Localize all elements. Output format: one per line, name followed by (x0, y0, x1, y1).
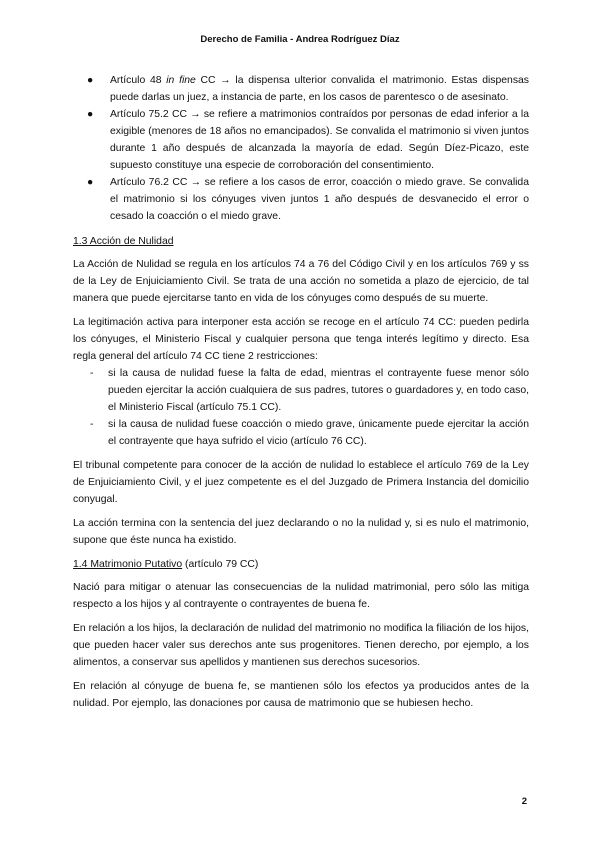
dash-icon: - (90, 419, 94, 430)
bullet-list (73, 72, 529, 225)
bullet-icon: ● (87, 177, 94, 188)
paragraph: El tribunal competente para conocer de la acción de nulidad lo establece el artículo 769 de la Ley de Enjuiciamiento Civil, y el juez competente es el del Juzgado de Primera Instancia del domicilio conyugal. (73, 460, 529, 505)
page-header: Derecho de Familia - Andrea Rodríguez Díaz (200, 34, 400, 45)
list-item: - si la causa de nulidad fuese la falta de edad, mientras el contrayente fuese menor sólo pueden ejercitar la acción cualquiera de sus padres, tutores o guardadores y, en todo caso, el Ministerio Fiscal (artículo 75.1 CC). (73, 365, 529, 416)
paragraph: Nació para mitigar o atenuar las consecuencias de la nulidad matrimonial, pero sólo las mitiga respecto a los hijos y al contrayente o contrayentes de buena fe. (73, 582, 529, 610)
page-number: 2 (521, 796, 527, 807)
section-heading-1-4: 1.4 Matrimonio Putativo (artículo 79 CC) (73, 559, 259, 570)
paragraph: La Acción de Nulidad se regula en los artículos 74 a 76 del Código Civil y en los artículos 769 y ss de la Ley de Enjuiciamiento Civil. Se trata de una acción no sometida a plazo de ejercicio, de tal manera que puede ejercitarse tanto en vida de los cónyuges como después de su muerte. (73, 259, 529, 304)
list-item: ● Artículo 48 in fine CC → la dispensa ulterior convalida el matrimonio. Estas dispensas puede darlas un juez, a instancia de parte, en los casos de parentesco o de asesinato. (73, 72, 529, 106)
dash-icon: - (90, 368, 94, 379)
dash-list (73, 365, 529, 450)
bullet-icon: ● (87, 75, 94, 86)
bullet-icon: ● (87, 109, 94, 120)
paragraph: En relación a los hijos, la declaración de nulidad del matrimonio no modifica la filiación de los hijos, que pueden hacer valer sus derechos ante sus progenitores. Tienen derecho, por ejemplo, a los alimentos, a conservar sus apellidos y mantienen sus derechos sucesorios. (73, 623, 529, 668)
page-content (73, 72, 529, 719)
paragraph: En relación al cónyuge de buena fe, se mantienen sólo los efectos ya producidos antes de la nulidad. Por ejemplo, las donaciones por causa de matrimonio que se hubiesen hecho. (73, 681, 529, 709)
list-item: ● Artículo 76.2 CC → se refiere a los casos de error, coacción o miedo grave. Se convalida el matrimonio si los cónyuges viven juntos 1 año después de desvanecido el error o cesado la coacción o el miedo grave. (73, 174, 529, 225)
list-item: - si la causa de nulidad fuese coacción o miedo grave, únicamente puede ejercitar la acción el contrayente que haya sufrido el vicio (artículo 76 CC). (73, 416, 529, 450)
section-heading-1-3: 1.3 Acción de Nulidad (73, 236, 174, 247)
list-item: ● Artículo 75.2 CC → se refiere a matrimonios contraídos por personas de edad inferior a la exigible (menores de 18 años no emancipados). Se convalida el matrimonio si viven juntos durante 1 año después de alcanzada la mayoría de edad. Según Díez-Picazo, este supuesto constituye una especie de corroboración del consentimiento. (73, 106, 529, 174)
paragraph: La legitimación activa para interponer esta acción se recoge en el artículo 74 CC: pueden pedirla los cónyuges, el Ministerio Fiscal y cualquier persona que tenga interés legítimo y directo. Esa regla general del artículo 74 CC tiene 2 restricciones: (73, 317, 529, 362)
paragraph: La acción termina con la sentencia del juez declarando o no la nulidad y, si es nulo el matrimonio, supone que éste nunca ha existido. (73, 518, 529, 546)
